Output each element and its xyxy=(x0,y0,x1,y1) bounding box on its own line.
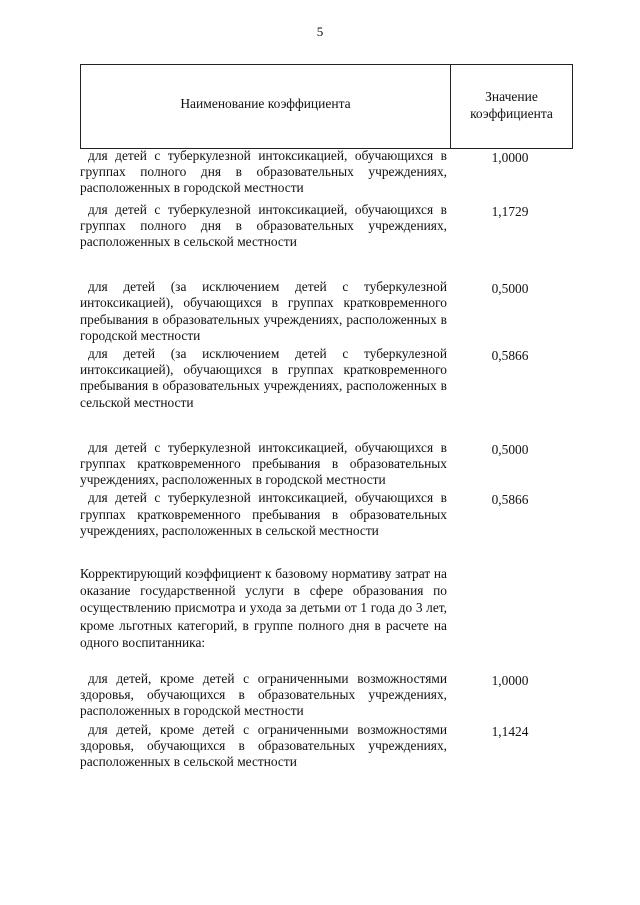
table-row xyxy=(80,490,573,539)
coefficient-value: 0,5866 xyxy=(491,492,529,508)
header-coefficient-name: Наименование коэффициента xyxy=(180,96,351,111)
coefficient-value: 1,1424 xyxy=(491,723,529,739)
table-row xyxy=(80,202,573,251)
coefficient-name: для детей с туберкулезной интоксикацией, обучающихся в группах кратковременного пребывания в образовательных учреждениях, расположенных в городской местности xyxy=(80,439,447,488)
coefficient-value: 1,1729 xyxy=(491,203,529,219)
coefficient-value: 1,0000 xyxy=(491,673,529,689)
table-row xyxy=(80,279,573,344)
table-body xyxy=(80,148,573,770)
coefficient-value: 0,5866 xyxy=(491,348,529,364)
coefficient-name: для детей, кроме детей с ограниченными возможностями здоровья, обучающихся в образовательных учреждениях, расположенных в сельской местности xyxy=(80,721,447,770)
coefficient-table-header xyxy=(80,64,573,149)
coefficient-name: для детей (за исключением детей с туберкулезной интоксикацией), обучающихся в группах кратковременного пребывания в образовательных учреждениях, расположенных в сельской местности xyxy=(80,346,447,410)
header-coefficient-value xyxy=(451,88,572,122)
table-row xyxy=(80,440,573,489)
coefficient-name: для детей с туберкулезной интоксикацией, обучающихся в группах полного дня в образовательных учреждениях, расположенных в городской местности xyxy=(80,148,447,196)
coefficient-value: 1,0000 xyxy=(491,150,529,165)
table-row xyxy=(80,722,573,771)
coefficient-name: для детей с туберкулезной интоксикацией, обучающихся в группах кратковременного пребывания в образовательных учреждениях, расположенных в сельской местности xyxy=(80,490,447,538)
coefficient-name: для детей с туберкулезной интоксикацией, обучающихся в группах полного дня в образовательных учреждениях, расположенных в сельской местности xyxy=(80,201,447,250)
corrective-coefficient-paragraph: Корректирующий коэффициент к базовому нормативу затрат на оказание государственной услуги в сфере образования по осуществлению присмотра и ухода за детьми от 1 года до 3 лет, кроме льготных категорий, в группе полного дня в расчете на одного воспитанника: xyxy=(80,566,447,650)
page-number: 5 xyxy=(316,24,324,39)
coefficient-name: для детей, кроме детей с ограниченными возможностями здоровья, обучающихся в образовательных учреждениях, расположенных в городской местности xyxy=(80,671,447,719)
header-value-line1: Значение xyxy=(485,89,538,104)
coefficient-value: 0,5000 xyxy=(491,281,529,297)
coefficient-name: для детей (за исключением детей с туберкулезной интоксикацией), обучающихся в группах кратковременного пребывания в образовательных учреждениях, расположенных в городской местности xyxy=(80,279,447,343)
header-value-line2: коэффициента xyxy=(470,106,553,121)
table-row xyxy=(80,148,573,197)
table-row xyxy=(80,346,573,411)
table-header xyxy=(80,64,573,149)
table-row xyxy=(80,671,573,720)
coefficient-value: 0,5000 xyxy=(491,441,529,457)
